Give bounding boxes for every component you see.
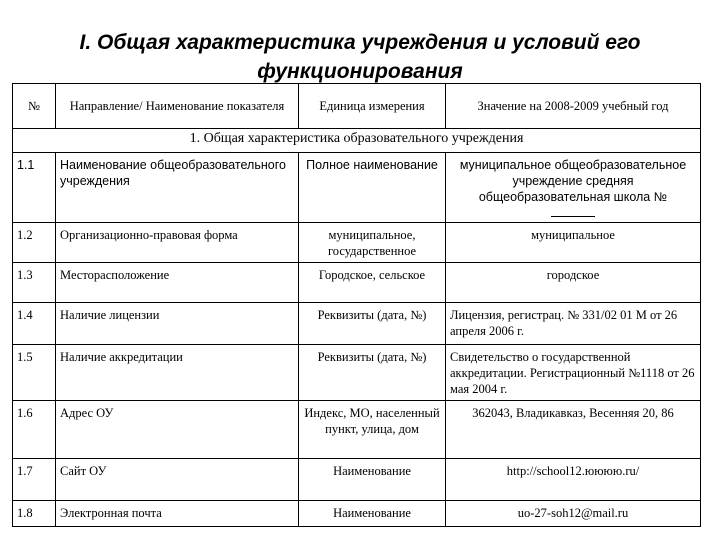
table-row [13, 501, 701, 527]
table-row [13, 153, 701, 223]
row-unit: Наименование [299, 459, 446, 501]
table-row [13, 263, 701, 303]
row-num: 1.8 [13, 501, 56, 527]
row-value [446, 153, 701, 223]
row-num: 1.3 [13, 263, 56, 303]
table-row [13, 223, 701, 263]
row-value: Лицензия, регистрац. № 331/02 01 М от 26 апреля 2006 г. [446, 303, 701, 345]
row-name: Организационно-правовая форма [56, 223, 299, 263]
header-value: Значение на 2008-2009 учебный год [446, 84, 701, 129]
title-line-1: I. Общая характеристика учреждения и условий его [79, 31, 641, 54]
school-number-blank [551, 206, 595, 217]
row-value: городское [446, 263, 701, 303]
row-value: 362043, Владикавказ, Весенняя 20, 86 [446, 401, 701, 459]
row-num: 1.6 [13, 401, 56, 459]
header-name: Направление/ Наименование показателя [56, 84, 299, 129]
row-name: Адрес ОУ [56, 401, 299, 459]
table-row [13, 303, 701, 345]
row-unit: муниципальное, государственное [299, 223, 446, 263]
row-name: Месторасположение [56, 263, 299, 303]
row-unit: Наименование [299, 501, 446, 527]
row-num: 1.2 [13, 223, 56, 263]
row-name: Наличие лицензии [56, 303, 299, 345]
row-value: Свидетельство о государственной аккредитации. Регистрационный №1118 от 26 мая 2004 г. [446, 345, 701, 401]
row-unit: Реквизиты (дата, №) [299, 303, 446, 345]
row-name: Наличие аккредитации [56, 345, 299, 401]
row-num: 1.7 [13, 459, 56, 501]
row-name: Наименование общеобразовательного учреждения [56, 153, 299, 223]
row-unit: Реквизиты (дата, №) [299, 345, 446, 401]
section-row [13, 129, 701, 153]
row-value: муниципальное [446, 223, 701, 263]
characteristics-table [12, 83, 701, 527]
document-title [0, 28, 720, 86]
title-line-2: функционирования [257, 60, 463, 83]
row-value: uo-27-soh12@mail.ru [446, 501, 701, 527]
row-value: http://school12.юююю.ru/ [446, 459, 701, 501]
table-row [13, 459, 701, 501]
row-value-text: муниципальное общеобразовательное учреждение средняя общеобразовательная школа № [459, 158, 687, 204]
table-row [13, 401, 701, 459]
row-unit: Полное наименование [299, 153, 446, 223]
header-unit: Единица измерения [299, 84, 446, 129]
row-name: Сайт ОУ [56, 459, 299, 501]
row-name: Электронная почта [56, 501, 299, 527]
table-row [13, 345, 701, 401]
header-row [13, 84, 701, 129]
header-num: № [13, 84, 56, 129]
row-unit: Индекс, МО, населенный пункт, улица, дом [299, 401, 446, 459]
row-num: 1.4 [13, 303, 56, 345]
row-unit: Городское, сельское [299, 263, 446, 303]
row-num: 1.5 [13, 345, 56, 401]
row-num: 1.1 [13, 153, 56, 223]
section-title: 1. Общая характеристика образовательного учреждения [13, 129, 701, 153]
